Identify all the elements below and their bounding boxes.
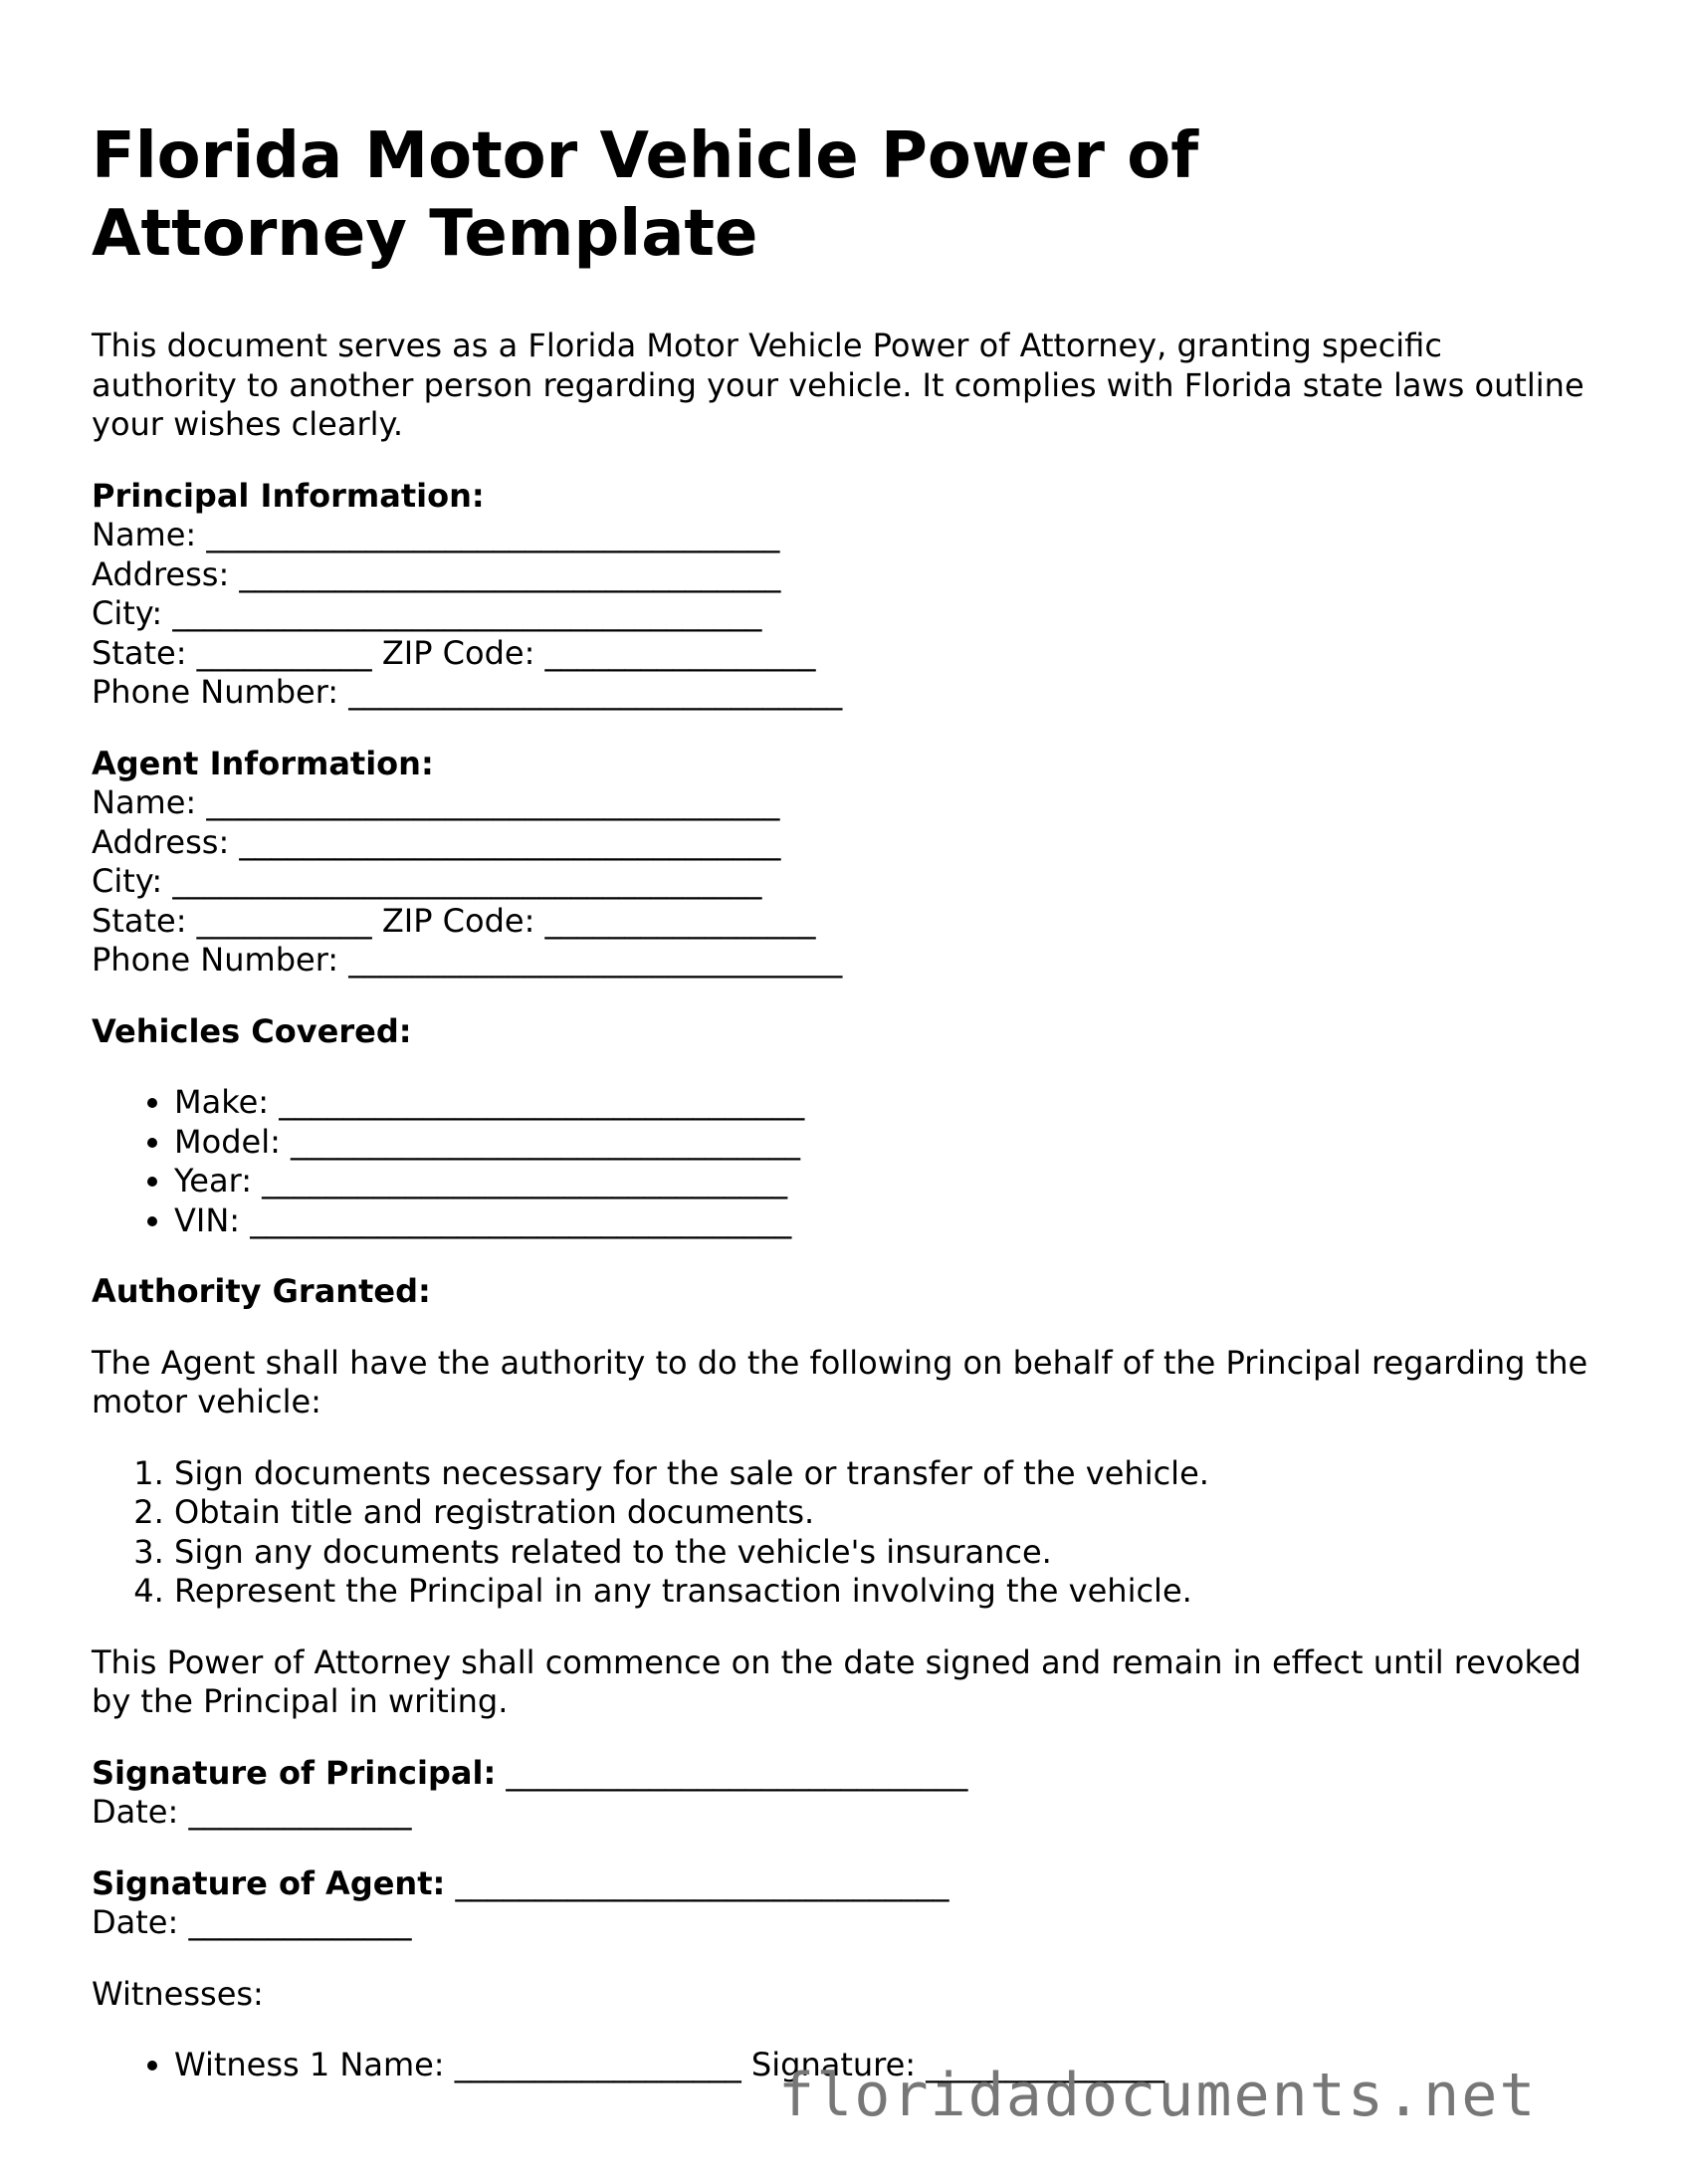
commence-paragraph: This Power of Attorney shall commence on the date signed and remain in effect until revoked by the Principal in writing. — [92, 1642, 1582, 1720]
agent-heading: Agent Information: — [92, 744, 434, 782]
principal-name-field[interactable]: Name: ____________________________________ — [92, 516, 780, 553]
vehicle-make-field[interactable]: • Make: _________________________________ — [174, 1083, 1624, 1123]
agent-name-field[interactable]: Name: ____________________________________ — [92, 783, 780, 821]
principal-signature-block — [92, 1754, 1624, 1833]
agent-phone-field[interactable]: Phone Number: _______________________________ — [92, 941, 843, 979]
principal-phone-field[interactable]: Phone Number: _______________________________ — [92, 673, 843, 711]
agent-address-field[interactable]: Address: __________________________________ — [92, 822, 781, 861]
principal-address-field[interactable]: Address: __________________________________ — [92, 554, 781, 593]
principal-city-field[interactable]: City: _____________________________________ — [92, 594, 762, 632]
principal-heading: Principal Information: — [92, 476, 485, 515]
authority-item: 2. Obtain title and registration documents. — [174, 1493, 1624, 1533]
vehicles-section — [92, 1012, 1624, 1241]
vehicle-year-field[interactable]: • Year: _________________________________ — [174, 1162, 1624, 1201]
agent-date-field[interactable]: Date: ______________ — [92, 1903, 412, 1941]
principal-signature-label: Signature of Principal: — [92, 1753, 497, 1792]
authority-list — [92, 1454, 1624, 1612]
authority-item: 4. Represent the Principal in any transaction involving the vehicle. — [174, 1572, 1624, 1612]
page-title: Florida Motor Vehicle Power of Attorney Template — [92, 119, 1199, 271]
principal-signature-line[interactable]: _____________________________ — [496, 1753, 968, 1792]
site-watermark: floridadocuments.net — [778, 2061, 1538, 2130]
authority-section — [92, 1272, 1624, 1612]
authority-item: 3. Sign any documents related to the vehicle's insurance. — [174, 1533, 1624, 1573]
agent-signature-block — [92, 1864, 1624, 1943]
intro-paragraph: This document serves as a Florida Motor Vehicle Power of Attorney, granting specific authority to another person regarding your vehicle. It complies with Florida state laws outline your wishes clearly. — [92, 327, 1584, 443]
authority-heading: Authority Granted: — [92, 1272, 431, 1310]
authority-text: The Agent shall have the authority to do the following on behalf of the Principal regarding the motor vehicle: — [92, 1343, 1588, 1420]
authority-item: 1. Sign documents necessary for the sale or transfer of the vehicle. — [174, 1454, 1624, 1494]
agent-section — [92, 745, 1624, 981]
witness-1-field[interactable]: • Witness 1 Name: __________________ Signature: _______________ — [174, 2046, 1624, 2085]
principal-date-field[interactable]: Date: ______________ — [92, 1793, 412, 1831]
vehicle-vin-field[interactable]: • VIN: __________________________________ — [174, 1201, 1624, 1241]
vehicles-heading: Vehicles Covered: — [92, 1011, 412, 1050]
vehicle-list — [92, 1083, 1624, 1240]
agent-signature-label: Signature of Agent: — [92, 1863, 446, 1902]
agent-signature-line[interactable]: _______________________________ — [445, 1863, 949, 1902]
vehicle-model-field[interactable]: • Model: ________________________________ — [174, 1123, 1624, 1163]
witnesses-heading: Witnesses: — [92, 1974, 264, 2013]
document-page — [92, 117, 1624, 2085]
principal-section — [92, 477, 1624, 713]
agent-city-field[interactable]: City: _____________________________________ — [92, 862, 762, 900]
agent-state-zip-field[interactable]: State: ___________ ZIP Code: _________________ — [92, 901, 816, 940]
principal-state-zip-field[interactable]: State: ___________ ZIP Code: _________________ — [92, 633, 816, 672]
